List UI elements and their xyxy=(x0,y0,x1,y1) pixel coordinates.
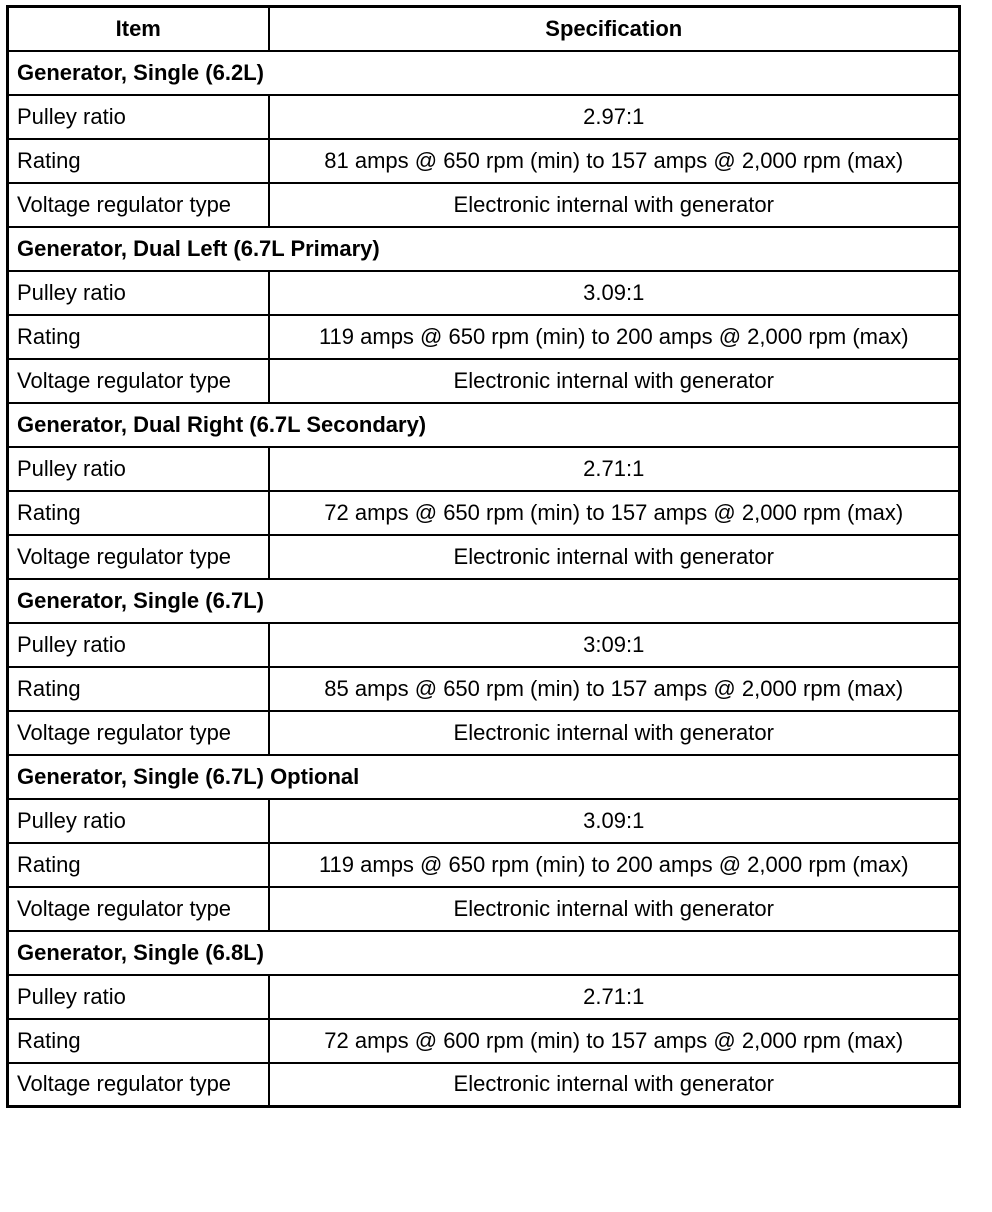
generator-specification-table xyxy=(6,5,961,1108)
value-cell: 3.09:1 xyxy=(269,799,960,843)
section-title: Generator, Single (6.2L) xyxy=(8,51,960,95)
value-cell: 2.97:1 xyxy=(269,95,960,139)
item-cell: Voltage regulator type xyxy=(8,359,269,403)
item-cell: Voltage regulator type xyxy=(8,887,269,931)
value-cell: 119 amps @ 650 rpm (min) to 200 amps @ 2,000 rpm (max) xyxy=(269,843,960,887)
section-title: Generator, Single (6.7L) xyxy=(8,579,960,623)
item-cell: Rating xyxy=(8,843,269,887)
specification-column-header: Specification xyxy=(269,7,960,51)
item-cell: Pulley ratio xyxy=(8,271,269,315)
item-cell: Pulley ratio xyxy=(8,623,269,667)
item-cell: Voltage regulator type xyxy=(8,1063,269,1107)
table-row xyxy=(8,887,960,931)
value-cell: 85 amps @ 650 rpm (min) to 157 amps @ 2,000 rpm (max) xyxy=(269,667,960,711)
table-row xyxy=(8,1019,960,1063)
item-cell: Pulley ratio xyxy=(8,447,269,491)
value-cell: 3.09:1 xyxy=(269,271,960,315)
value-cell: Electronic internal with generator xyxy=(269,359,960,403)
value-cell: 72 amps @ 600 rpm (min) to 157 amps @ 2,000 rpm (max) xyxy=(269,1019,960,1063)
item-cell: Pulley ratio xyxy=(8,975,269,1019)
value-cell: Electronic internal with generator xyxy=(269,711,960,755)
item-cell: Rating xyxy=(8,139,269,183)
table-row xyxy=(8,95,960,139)
section-row xyxy=(8,755,960,799)
value-cell: Electronic internal with generator xyxy=(269,1063,960,1107)
value-cell: 2.71:1 xyxy=(269,447,960,491)
item-cell: Rating xyxy=(8,315,269,359)
section-row xyxy=(8,227,960,271)
table-row xyxy=(8,799,960,843)
value-cell: 119 amps @ 650 rpm (min) to 200 amps @ 2,000 rpm (max) xyxy=(269,315,960,359)
header-row xyxy=(8,7,960,51)
item-cell: Rating xyxy=(8,667,269,711)
table-row xyxy=(8,535,960,579)
item-cell: Voltage regulator type xyxy=(8,535,269,579)
value-cell: 72 amps @ 650 rpm (min) to 157 amps @ 2,000 rpm (max) xyxy=(269,491,960,535)
value-cell: Electronic internal with generator xyxy=(269,183,960,227)
item-cell: Pulley ratio xyxy=(8,799,269,843)
table-row xyxy=(8,271,960,315)
table-row xyxy=(8,491,960,535)
table-row xyxy=(8,447,960,491)
item-cell: Voltage regulator type xyxy=(8,183,269,227)
item-cell: Rating xyxy=(8,491,269,535)
item-cell: Voltage regulator type xyxy=(8,711,269,755)
table-row xyxy=(8,1063,960,1107)
section-row xyxy=(8,403,960,447)
section-title: Generator, Single (6.8L) xyxy=(8,931,960,975)
value-cell: 2.71:1 xyxy=(269,975,960,1019)
table-row xyxy=(8,139,960,183)
section-title: Generator, Dual Left (6.7L Primary) xyxy=(8,227,960,271)
item-cell: Pulley ratio xyxy=(8,95,269,139)
table-row xyxy=(8,315,960,359)
table-row xyxy=(8,667,960,711)
table-row xyxy=(8,623,960,667)
section-title: Generator, Single (6.7L) Optional xyxy=(8,755,960,799)
table-row xyxy=(8,183,960,227)
table-row xyxy=(8,711,960,755)
value-cell: 3:09:1 xyxy=(269,623,960,667)
value-cell: Electronic internal with generator xyxy=(269,887,960,931)
item-column-header: Item xyxy=(8,7,269,51)
section-row xyxy=(8,51,960,95)
value-cell: 81 amps @ 650 rpm (min) to 157 amps @ 2,000 rpm (max) xyxy=(269,139,960,183)
table-row xyxy=(8,975,960,1019)
section-row xyxy=(8,931,960,975)
section-row xyxy=(8,579,960,623)
table-row xyxy=(8,359,960,403)
table-row xyxy=(8,843,960,887)
value-cell: Electronic internal with generator xyxy=(269,535,960,579)
section-title: Generator, Dual Right (6.7L Secondary) xyxy=(8,403,960,447)
item-cell: Rating xyxy=(8,1019,269,1063)
